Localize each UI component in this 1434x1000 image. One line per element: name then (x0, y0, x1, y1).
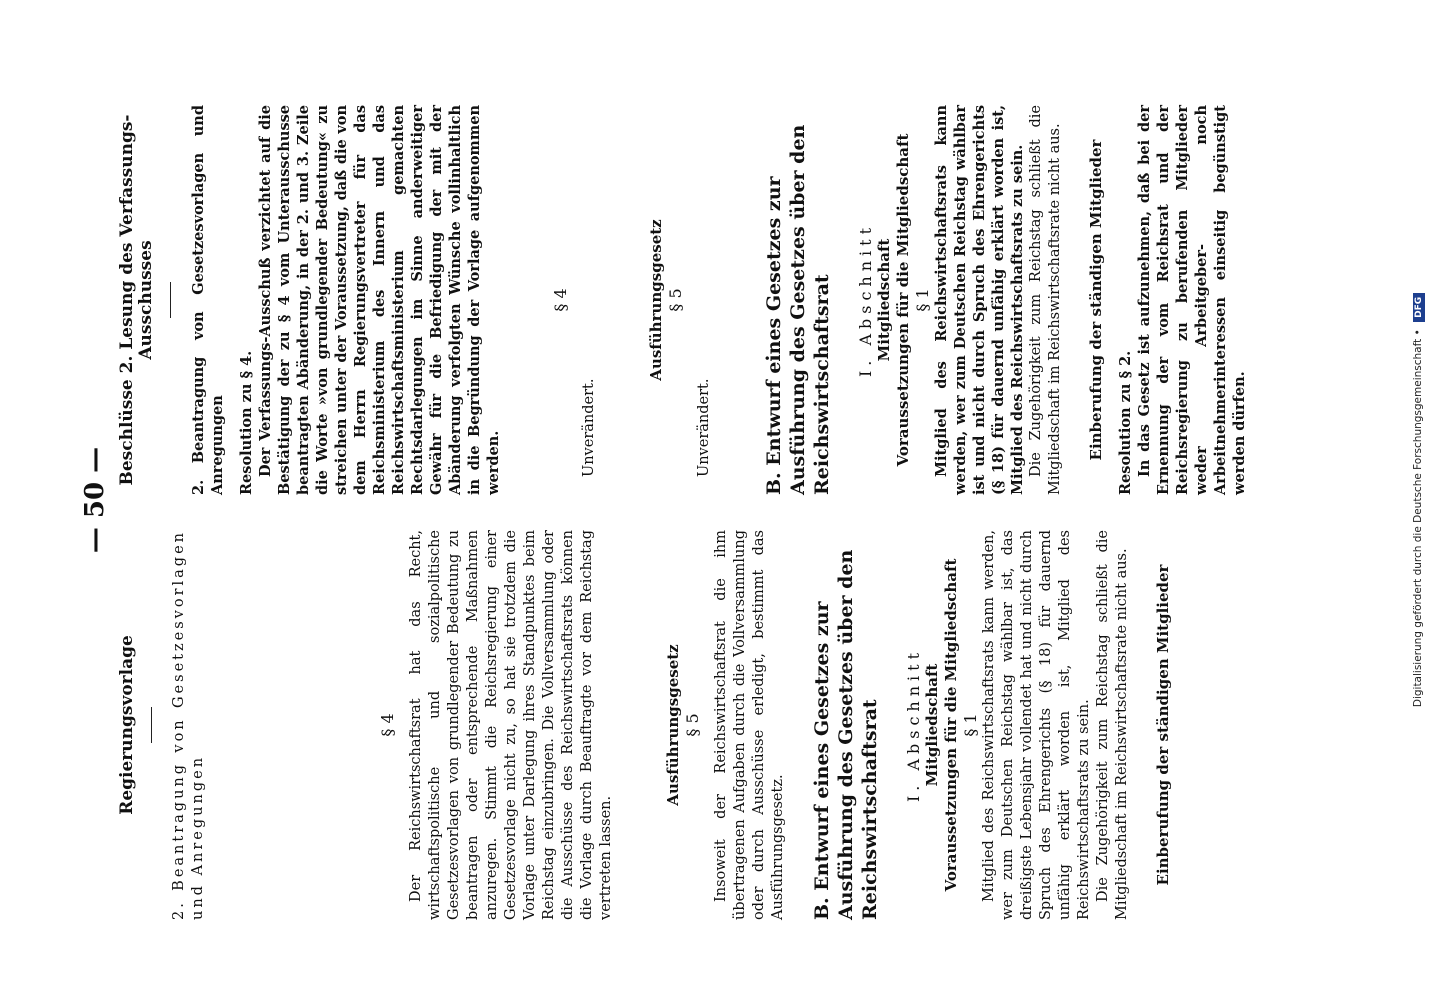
right-ausfuehrungsgesetz-heading: Ausführungsgesetz (647, 219, 665, 381)
left-paragraph-5-number: § 5 (683, 713, 702, 737)
right-einberufung-heading: Einberufung der ständigen Mitglieder (1087, 139, 1105, 461)
right-paragraph-5-unchanged: Unverändert. (696, 378, 712, 477)
footer-text: Digitalisierung gefördert durch die Deutsche Forschungsgemeinschaft • (1412, 329, 1424, 708)
right-paragraph-1-number: § 1 (913, 288, 932, 312)
left-column (118, 530, 1173, 920)
right-paragraph-4-unchanged: Unverändert. (581, 378, 597, 477)
right-column-heading: Beschlüsse 2. Lesung des Verfassungs-Ausschusses (117, 114, 156, 486)
right-paragraph-1-text-2: Die Zugehörigkeit zum Reichstag schließt die Mitgliedschaft im Reichswirtschaftsrate nicht aus. (1028, 105, 1063, 495)
right-paragraph-1-text: Mitglied des Reichswirtschaftsrats kann werden, wer zum Deutschen Reichstag wählbar ist und nicht durch Spruch des Ehrengerichts (§ 18) für dauernd unfähig erklärt worden ist, Mitglied des Reichswirtschaftsrats zu sein. (933, 105, 1026, 495)
left-paragraph-1-number: § 1 (961, 713, 980, 737)
left-ausfuehrungsgesetz-heading: Ausführungsgesetz (664, 644, 682, 806)
heading-rule (151, 707, 152, 743)
left-section-heading: I. Abschnitt (904, 647, 923, 803)
right-resolution-2-heading: Resolution zu § 2. (1117, 350, 1134, 495)
left-paragraph-5-text: Insoweit der Reichswirtschaftsrat die ihm übertragenen Aufgaben durch die Vollversammlung oder durch Ausschüsse erledigt, bestimmt das Ausführungsgesetz. (713, 530, 786, 920)
dfg-logo: DFG (1413, 293, 1425, 322)
right-column (118, 105, 1249, 495)
right-section-heading: I. Abschnitt (856, 222, 875, 378)
left-section-title: 2. Beantragung von Gesetzesvorlagen und Anregungen (171, 530, 206, 920)
left-paragraph-1-text-2: Die Zugehörigkeit zum Reichstag schließt die Mitgliedschaft im Reichswirtschaftsrate nicht aus. (1095, 530, 1130, 920)
right-mitgliedschaft-heading: Mitgliedschaft (875, 238, 893, 362)
right-section-title: 2. Beantragung von Gesetzesvorlagen und Anregungen (190, 105, 226, 495)
left-mitgliedschaft-heading: Mitgliedschaft (923, 663, 941, 787)
left-paragraph-4-number: § 4 (378, 713, 397, 737)
right-paragraph-5-number: § 5 (666, 288, 685, 312)
right-resolution-4-text: Der Verfassungs-Ausschuß verzichtet auf die Bestätigung der zu § 4 vom Unterausschusse beantragten Abänderung, in der 2. und 3. Zeile die Worte »von grundlegender Bedeutung« zu streichen unter der Voraussetzung, daß die von dem Herrn Regierungsvertreter für das Reichsministerium des Innern und das Reichswirtschaftsministerium gemachten Rechtsdarlegungen im Sinne anderweitiger Gewähr für die Befriedigung der mit der Abänderung verfolgten Wünsche vollinhaltlich in die Begründung der Vorlage aufgenommen werden. (257, 105, 502, 495)
left-column-heading: Regierungsvorlage (117, 635, 137, 815)
left-paragraph-1-text: Mitglied des Reichswirtschaftsrats kann werden, wer zum Deutschen Reichstag wählbar ist, das dreißigste Lebensjahr vollendet hat und nicht durch Spruch des Ehrengerichts (§ 18) für dauernd unfähig erklärt worden ist, Mitglied des Reichswirtschaftsrats zu sein. (981, 530, 1092, 920)
left-einberufung-heading: Einberufung der ständigen Mitglieder (1154, 564, 1172, 886)
right-paragraph-4-number: § 4 (551, 288, 570, 312)
digitization-footer (1412, 0, 1425, 1000)
left-paragraph-4-text: Der Reichswirtschaftsrat hat das Recht, wirtschaftspolitische und sozialpolitische Gesetzesvorlagen von grundlegender Bedeutung zu beantragen oder entsprechende Maßnahmen anzuregen. Stimmt die Reichsregierung einer Gesetzesvorlage nicht zu, so hat sie trotzdem die Vorlage unter Darlegung ihres Standpunktes beim Reichstag einzubringen. Die Vollversammlung oder die Ausschüsse des Reichswirtschaftsrats können die Vorlage durch Beauftragte vor dem Reichstag vertreten lassen. (408, 530, 614, 920)
right-voraussetzungen-heading: Voraussetzungen für die Mitgliedschaft (894, 133, 912, 467)
heading-rule (170, 282, 171, 318)
page-number: — 50 — (80, 446, 110, 554)
right-resolution-2-text: In das Gesetz ist aufzunehmen, daß bei der Ernennung der vom Reichsrat und der Reichsregierung zu berufenden Mitglieder weder Arbeitgeber- noch Arbeitnehmerinteressen einseitig begünstigt werden dürfen. (1136, 105, 1248, 495)
left-draft-law-title: B. Entwurf eines Gesetzes zur Ausführung des Gesetzes über den Reichswirtschaftsrat (811, 549, 881, 920)
right-draft-law-title: B. Entwurf eines Gesetzes zur Ausführung des Gesetzes über den Reichswirtschaftsrat (763, 124, 833, 495)
right-resolution-4-heading: Resolution zu § 4. (238, 350, 255, 495)
left-voraussetzungen-heading: Voraussetzungen für die Mitgliedschaft (942, 558, 960, 892)
